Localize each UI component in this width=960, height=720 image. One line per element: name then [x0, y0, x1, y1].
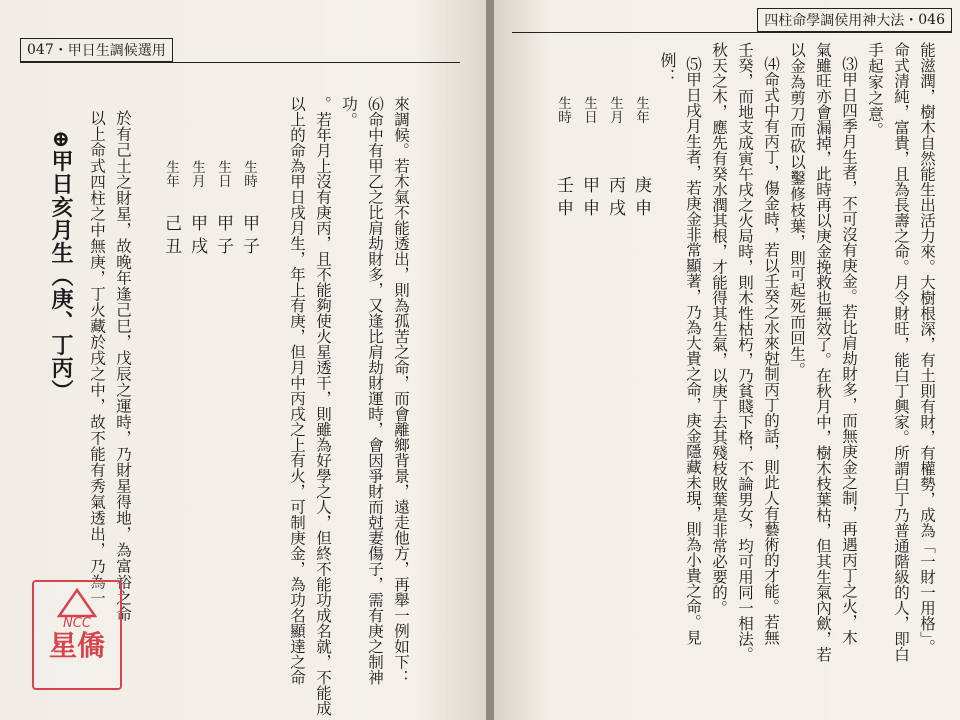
publisher-stamp	[32, 580, 122, 690]
left-text-line: 功。	[340, 96, 358, 128]
right-text-line: ⑸甲日戌月生者，若庚金非常顯著，乃為大貴之命，庚金隱藏未現，則為小貴之命。見	[684, 56, 702, 645]
left-running-header	[20, 38, 173, 62]
right-text-line: 手起家之意。	[866, 42, 884, 138]
left-text-line: ⑹命中有甲乙之比肩劫財多，又逢比肩劫財運時，會因爭財而尅妻傷子，需有庚之制神	[366, 96, 384, 685]
right-running-header	[757, 8, 952, 32]
left-chart-pillar: 甲子	[213, 214, 233, 260]
example-label: 例：	[658, 52, 677, 85]
right-text-line: ⑷命式中有丙丁，傷金時，若以壬癸之水來尅制丙丁的話，則此人有藝術的才能。若無	[762, 56, 780, 645]
right-text-line: 能滋潤，樹木自然能生出活力來。大樹根深，有土則有財，有權勢，成為「一財一用格」。	[918, 42, 936, 655]
right-text-line: 氣雖旺亦會漏掉，此時再以庚金挽救也無效了。在秋月中，樹木枝葉枯，但其生氣內歛，若	[814, 42, 832, 662]
right-header-rule	[512, 32, 952, 33]
right-chart-pillar: 甲申	[579, 176, 599, 222]
left-header-rule	[20, 62, 460, 63]
right-chart-label: 生日	[581, 96, 597, 124]
right-text-line: 命式清純，富貴，且為長壽之命。月令財旺，能白丁興家。所謂白丁乃普通階級的人，即白	[892, 42, 910, 662]
section-title: ⊕甲日亥月生（庚、丁丙）	[48, 130, 74, 403]
right-chart-label: 生時	[555, 96, 571, 124]
left-chart-label: 生日	[215, 160, 231, 188]
right-text-line: ⑶甲日四季月生者，不可沒有庚金。若比肩劫財多，而無庚金之制，再遇丙丁之火，木	[840, 56, 858, 645]
stamp-name-text: 星僑	[48, 629, 105, 662]
left-text-line: 來調候。若木氣不能透出，則為孤苦之命，而會離鄉背景，遠走他方，再舉一例如下：	[392, 96, 410, 685]
right-text-line: 壬癸，而地支成寅午戌之火局時，則木性枯朽，乃貧賤下格，不論男女，均可用同一相法。	[736, 42, 754, 662]
left-chart-pillar: 甲子	[239, 214, 259, 260]
left-text-line: 以上命式四柱之中無庚，丁火藏於戌之中，故不能有秀氣透出，乃為一	[88, 110, 106, 606]
book-gutter	[486, 0, 494, 720]
right-text-line: 以金為剪刀而砍以鑿修枝葉，則可起死而回生。	[788, 42, 806, 378]
left-chart-label: 生時	[241, 160, 257, 188]
right-chart-label: 生月	[607, 96, 623, 124]
left-header-title: ・甲日生調候選用	[53, 43, 166, 59]
triangle-logo-icon	[57, 588, 97, 618]
left-chart-label: 生年	[163, 160, 179, 188]
left-text-line: 。若年月上沒有庚丙，且不能夠使火星透干，則雖為好學之人，但終不能功成名就，不能成	[314, 96, 332, 716]
right-chart-pillar: 丙戌	[605, 176, 625, 222]
right-header-title: 四柱命學調侯用神大法・	[764, 13, 919, 29]
left-chart-pillar: 甲戌	[187, 214, 207, 260]
right-chart-label: 生年	[633, 96, 649, 124]
right-text-line: 秋天之木，應先有癸水潤其根，才能得其生氣，以庚丁去其殘枝敗葉是非常必要的。	[710, 42, 728, 616]
right-chart-pillar: 壬申	[553, 176, 573, 222]
right-page-number: 046	[918, 12, 945, 28]
stamp-ncc-text: NCC	[63, 616, 91, 631]
left-text-line: 以上的命為甲日戌月生，年上有庚，但月中丙戌之上有火，可制庚金，為功名顯達之命	[288, 96, 306, 685]
left-text-line: 於有己土之財星，故晚年逢己巳，戊辰之運時，乃財星得地，為富裕之命	[114, 110, 132, 622]
right-chart-pillar: 庚申	[631, 176, 651, 222]
left-chart-label: 生月	[189, 160, 205, 188]
right-page	[494, 0, 960, 720]
left-chart-pillar: 己丑	[161, 214, 181, 260]
left-page-number: 047	[27, 42, 54, 58]
